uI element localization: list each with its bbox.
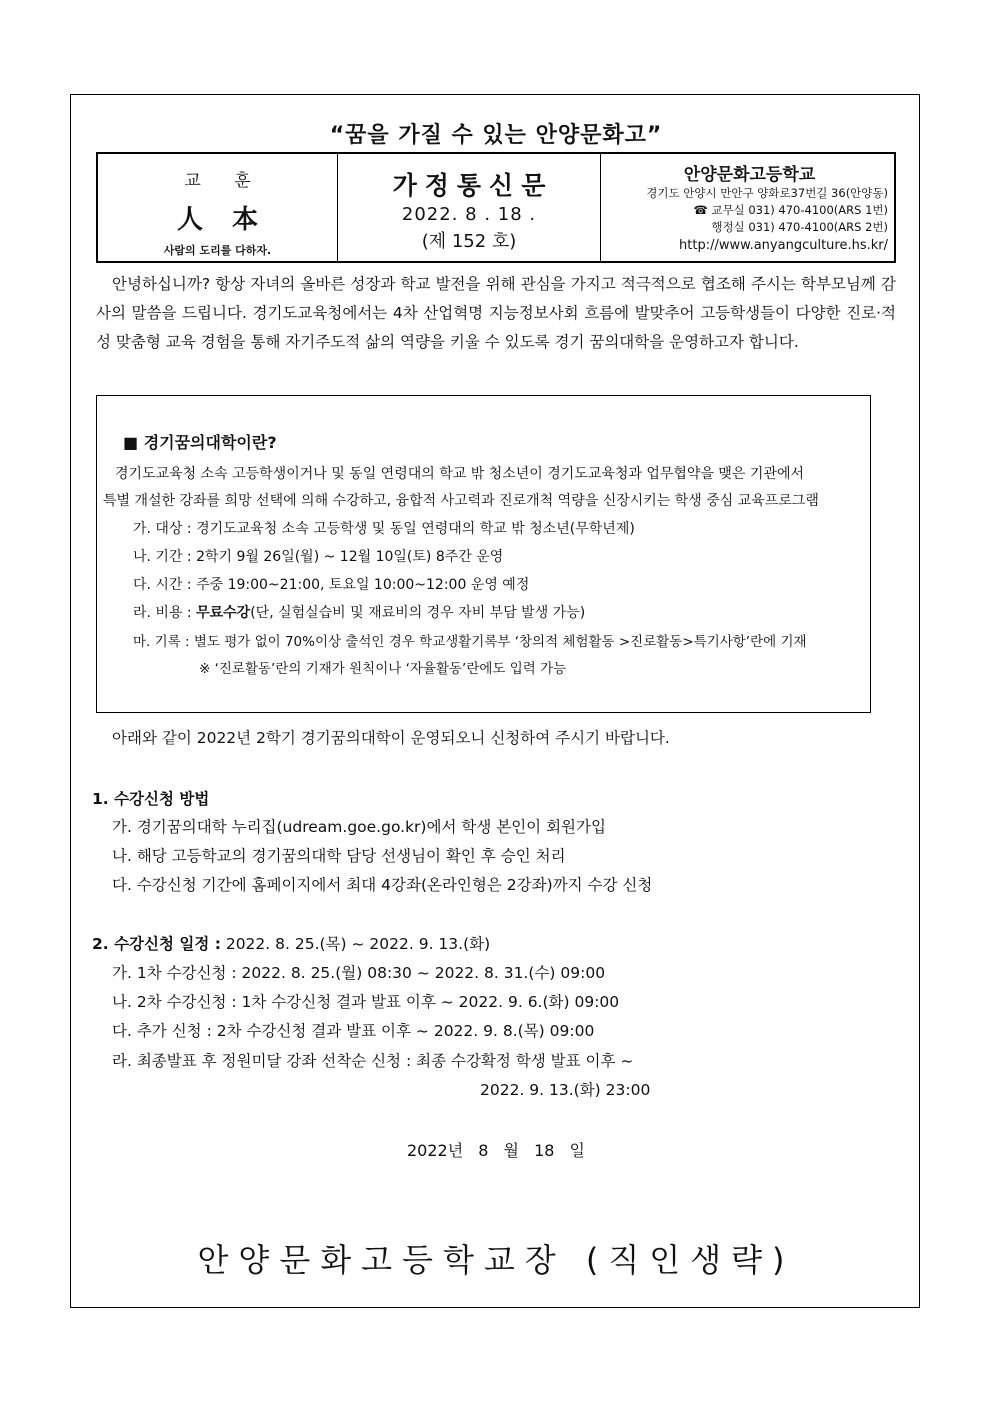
school-name: 안양문화고등학교 [683, 165, 816, 185]
school-address: 경기도 안양시 만안구 양화로37번길 36(안양동) [646, 186, 888, 200]
section2-item-b: 나. 2차 수강신청 : 1차 수강신청 결과 발표 이후 ~ 2022. 9. 6.(화) 09:00 [112, 993, 620, 1011]
motto-cell [98, 154, 338, 261]
section2-range: 2022. 8. 25.(목) ~ 2022. 9. 13.(화) [220, 935, 491, 953]
box-question: ■ 경기꿈의대학이란? [123, 433, 277, 452]
school-info-cell [601, 154, 894, 261]
header-table [96, 152, 896, 263]
notice-text: 아래와 같이 2022년 2학기 경기꿈의대학이 운영되오니 신청하여 주시기 바랍니다. [112, 729, 670, 747]
teachers-office-phone: ☎ 교무실 031) 470-4100(ARS 1번) [693, 203, 888, 217]
motto-subtitle: 사람의 도리를 다하자. [163, 244, 272, 257]
section1-title: 1. 수강신청 방법 [92, 790, 210, 808]
section2-title: 2. 수강신청 일정 : [92, 935, 221, 953]
school-url[interactable]: http://www.anyangculture.hs.kr/ [679, 238, 888, 253]
motto: 人 本 [176, 205, 269, 235]
issue-number: (제 152 호) [421, 231, 517, 252]
section2-heading [92, 932, 490, 954]
box-item-period: 나. 기간 : 2학기 9월 26일(월) ~ 12월 10일(토) 8주간 운영 [133, 549, 504, 565]
section1-item-a: 가. 경기꿈의대학 누리집(udream.goe.go.kr)에서 학생 본인이 회원가입 [112, 818, 606, 836]
box-item-target: 가. 대상 : 경기도교육청 소속 고등학생 및 동일 연령대의 학교 밖 청소년(무학년제) [133, 521, 635, 537]
section1-item-c: 다. 수강신청 기간에 홈페이지에서 최대 4강좌(온라인형은 2강좌)까지 수강 신청 [112, 876, 653, 894]
section2-item-c: 다. 추가 신청 : 2차 수강신청 결과 발표 이후 ~ 2022. 9. 8.(목) 09:00 [112, 1022, 595, 1040]
newsletter-cell [338, 154, 601, 261]
sign-date: 2022년 8 월 18 일 [407, 1141, 585, 1160]
section2-item-a: 가. 1차 수강신청 : 2022. 8. 25.(월) 08:30 ~ 2022. 8. 31.(수) 09:00 [112, 964, 606, 982]
box-description-2: 특별 개설한 강좌를 희망 선택에 의해 수강하고, 융합적 사고력과 진로개척 역량을 신장시키는 학생 중심 교육프로그램 [103, 493, 819, 509]
cost-label: 라. 비용 : [133, 605, 197, 621]
box-note: ※ ‘진로활동’란의 기재가 원칙이나 ‘자율활동’란에도 입력 가능 [199, 661, 567, 677]
info-box [96, 395, 871, 713]
cost-note: (단, 실험실습비 및 재료비의 경우 자비 부담 발생 가능) [250, 605, 586, 621]
admin-office-phone: 행정실 031) 470-4100(ARS 2번) [711, 220, 888, 234]
section1-item-b: 나. 해당 고등학교의 경기꿈의대학 담당 선생님이 확인 후 승인 처리 [112, 847, 566, 865]
slogan: “꿈을 가질 수 있는 안양문화고” [329, 123, 663, 148]
box-item-cost [133, 602, 585, 622]
box-item-record: 마. 기록 : 별도 평가 없이 70%이상 출석인 경우 학교생활기록부 ‘창의적 체험활동 >진로활동>특기사항’란에 기재 [133, 634, 807, 650]
motto-label: 교 훈 [184, 171, 265, 191]
section2-item-d-cont: 2022. 9. 13.(화) 23:00 [480, 1081, 651, 1099]
intro-paragraph: 안녕하십니까? 항상 자녀의 올바른 성장과 학교 발전을 위해 관심을 가지고 적극적으로 협조해 주시는 학부모님께 감사의 말씀을 드립니다. 경기도교육청에서는 4차 산업혁명 지능정보사회 흐름에 발맞추어 고등학생들이 다양한 진로·적성 맞춤형 교육 경험을 통해 자기주도적 삶의 역량을 키울 수 있도록 경기 꿈의대학을 운영하고자 합니다. [96, 275, 896, 351]
newsletter-date: 2022. 8 . 18 . [401, 204, 537, 225]
newsletter-title: 가정통신문 [392, 171, 554, 200]
box-description-1: 경기도교육청 소속 고등학생이거나 및 동일 연령대의 학교 밖 청소년이 경기도교육청과 업무협약을 맺은 기관에서 [115, 466, 805, 482]
box-item-time: 다. 시간 : 주중 19:00~21:00, 토요일 10:00~12:00 운영 예정 [133, 577, 530, 593]
cost-free: 무료수강 [196, 605, 251, 621]
principal-signature: 안양문화고등학교장 (직인생략) [197, 1241, 795, 1279]
section2-item-d: 라. 최종발표 후 정원미달 강좌 선착순 신청 : 최종 수강확정 학생 발표 이후 ~ [112, 1052, 634, 1070]
